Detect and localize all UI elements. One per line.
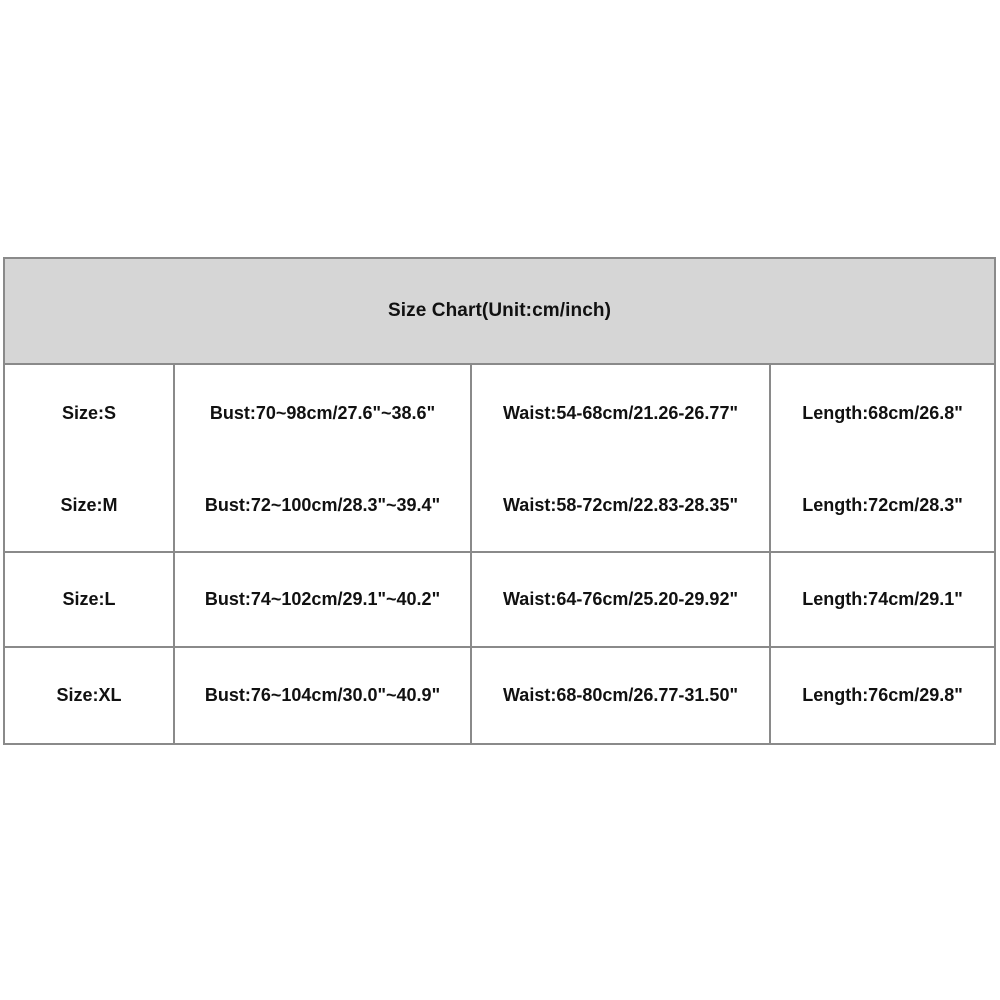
length-column [771, 553, 994, 646]
bust-column [175, 553, 472, 646]
bust-column [175, 365, 472, 551]
waist-column [472, 648, 771, 743]
table-row-l [5, 553, 994, 648]
row-group-s-m [5, 365, 994, 553]
table-title: Size Chart(Unit:cm/inch) [387, 300, 612, 321]
size-column [5, 365, 175, 551]
waist-cell-xl: Waist:68-80cm/26.77-31.50" [502, 685, 738, 705]
waist-column [472, 365, 771, 551]
length-cell-s: Length:68cm/26.8" [802, 402, 963, 423]
length-cell-l: Length:74cm/29.1" [802, 589, 963, 609]
length-column [771, 648, 994, 743]
size-chart-table [3, 257, 996, 745]
bust-cell-m: Bust:72~100cm/28.3"~39.4" [204, 494, 441, 515]
waist-column [472, 553, 771, 646]
size-column [5, 553, 175, 646]
waist-cell-m: Waist:58-72cm/22.83-28.35" [502, 494, 738, 515]
length-cell-xl: Length:76cm/29.8" [802, 685, 963, 705]
size-cell-m: Size:M [60, 494, 118, 515]
size-cell-l: Size:L [62, 589, 116, 609]
length-column [771, 365, 994, 551]
bust-cell-s: Bust:70~98cm/27.6"~38.6" [209, 402, 436, 423]
size-column [5, 648, 175, 743]
table-row-xl [5, 648, 994, 743]
bust-cell-l: Bust:74~102cm/29.1"~40.2" [204, 589, 441, 609]
size-cell-s: Size:S [61, 402, 117, 423]
size-cell-xl: Size:XL [56, 685, 122, 705]
length-cell-m: Length:72cm/28.3" [802, 494, 963, 515]
table-body [5, 365, 994, 743]
bust-cell-xl: Bust:76~104cm/30.0"~40.9" [204, 685, 441, 705]
waist-cell-l: Waist:64-76cm/25.20-29.92" [502, 589, 738, 609]
waist-cell-s: Waist:54-68cm/21.26-26.77" [502, 402, 738, 423]
bust-column [175, 648, 472, 743]
table-header [5, 259, 994, 365]
